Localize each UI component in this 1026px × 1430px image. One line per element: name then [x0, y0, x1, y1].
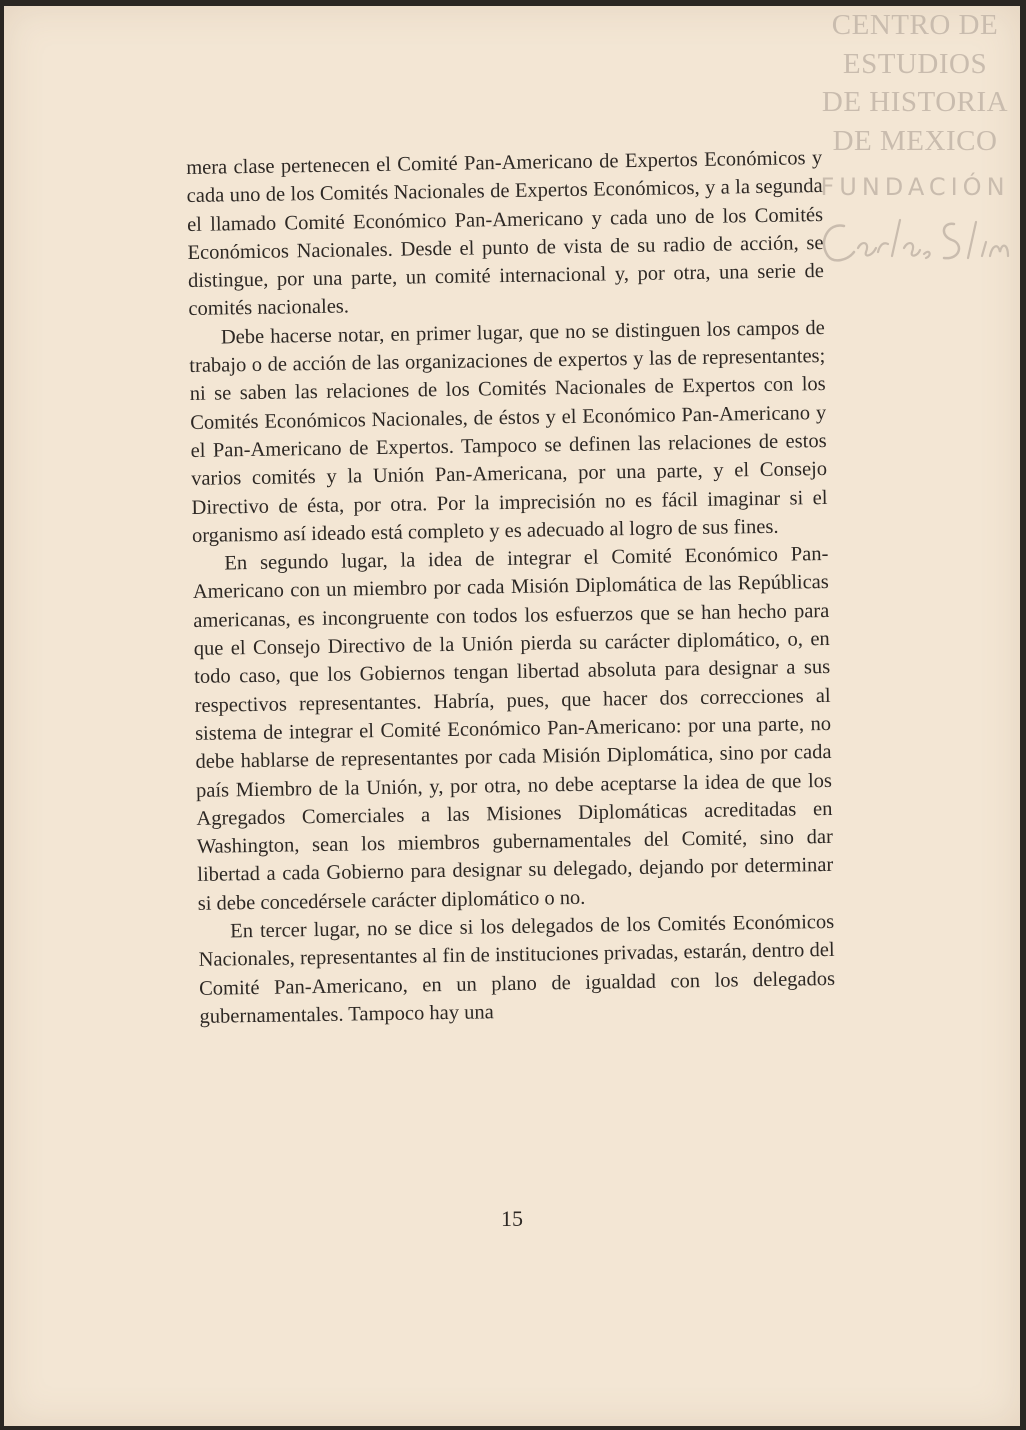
paragraph: En segundo lugar, la idea de integrar el Comité Económico Pan-Americano con un miembro por cada Misión Diplomática de las Repúblicas americanas, es incongruente con todos los esfuerzos que se han hecho para que el Consejo Directivo de la Unión pierda su carácter diplomático, o, en todo caso, que los Gobiernos tengan libertad absoluta para designar a sus respectivos representantes. Habría, pues, que hacer dos correcciones al sistema de integrar el Comité Económico Pan-Americano: por una parte, no debe hablarse de representantes por cada Misión Diplomática, sino por cada país Miembro de la Unión, y, por otra, no debe aceptarse la idea de que los Agregados Comerciales a las Misiones Diplomáticas acreditadas en Washington, sean los miembros gubernamentales del Comité, sino dar libertad a cada Gobierno para designar su delegado, dejando por determinar si debe concedérsele carácter diplomático o no.: [192, 543, 834, 915]
watermark-line: CENTRO DE: [831, 9, 999, 41]
paragraph: mera clase pertenecen el Comité Pan-Americano de Expertos Económicos y cada uno de los Comités Nacionales de Expertos Económicos, y a la segunda el llamado Comité Económico Pan-Americano y cada uno de los Comités Económicos Nacionales. Desde el punto de vista de su radio de acción, se distingue, por una parte, un comité internacional y, por otra, una serie de comités nacionales.: [186, 147, 825, 321]
signature-logo: [814, 212, 1014, 268]
watermark-line: DE MEXICO: [832, 124, 998, 157]
watermark-line: DE HISTORIA: [821, 86, 1009, 118]
paragraph: En tercer lugar, no se dice si los delegados de los Comités Económicos Nacionales, representantes al fin de instituciones privadas, estarán, dentro del Comité Pan-Americano, en un plano de igualdad con los delegados gubernamentales. Tampoco hay una: [198, 910, 836, 1028]
paragraph: Debe hacerse notar, en primer lugar, que no se distinguen los campos de trabajo o de acción de las organizaciones de expertos y las de representantes; ni se saben las relaciones de los Comités Nacionales de Expertos con los Comités Económicos Nacionales, de éstos y el Económico Pan-Americano y el Pan-Americano de Expertos. Tampoco se definen las relaciones de estos varios comités y la Unión Pan-Americana, por una parte, y el Consejo Directivo de ésta, por otra. Por la imprecisión no es fácil imaginar si el organismo así ideado está completo y es adecuado al logro de sus fines.: [189, 316, 828, 547]
watermark: [810, 6, 1020, 202]
body-text: [186, 144, 836, 1031]
page-number: 15: [501, 1206, 523, 1231]
document-page: [4, 6, 1020, 1426]
watermark-line: ESTUDIOS: [842, 47, 988, 80]
watermark-fundacion: FUNDACIÓN: [820, 173, 1010, 201]
